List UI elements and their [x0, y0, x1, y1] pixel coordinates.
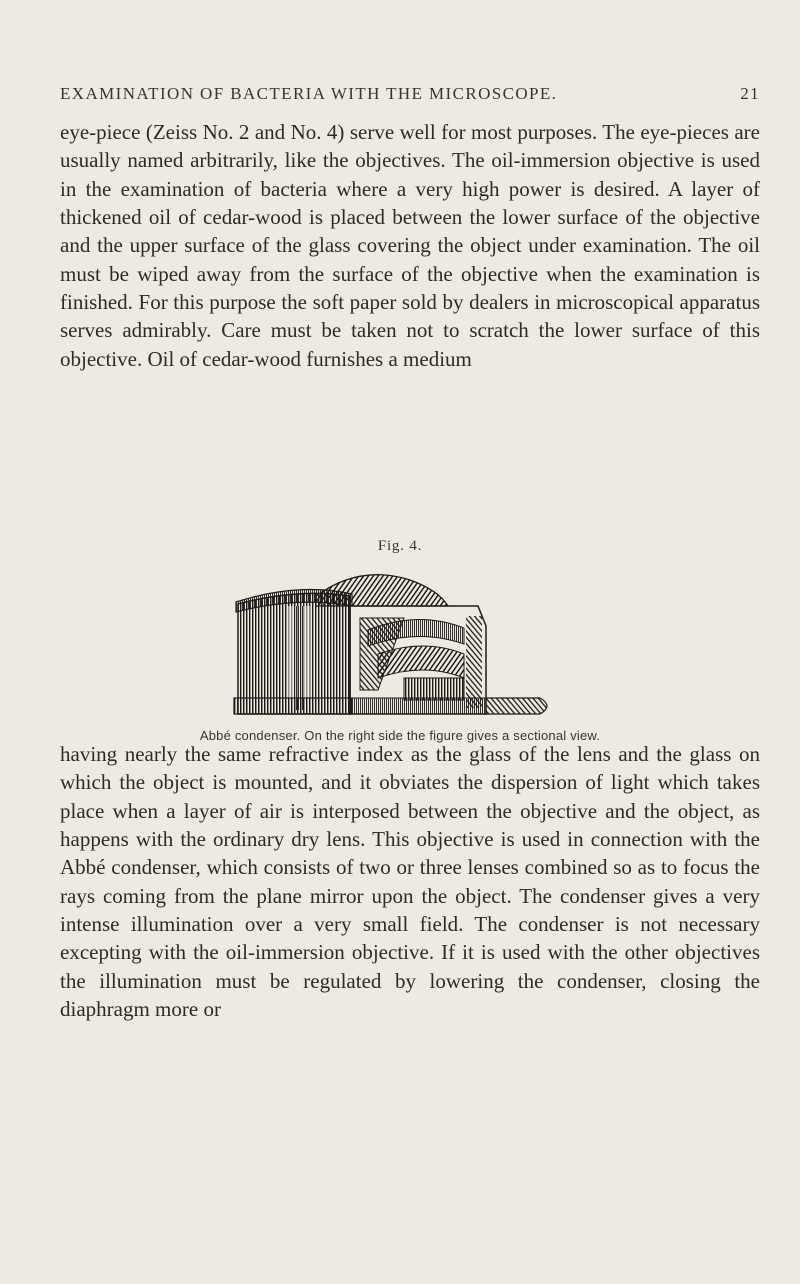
- figure-label: Fig. 4.: [377, 538, 423, 554]
- condenser-engraving: [228, 566, 572, 724]
- paragraph-bottom: having nearly the same refractive index as the glass of the lens and the glass on which the object is mounted, and it obviates the dispersion of light which takes place when a layer of air is interposed between the objective and the object, as happens with the ordinary dry lens. This objective is used in connection with the Abbé condenser, which consists of two or three lenses combined so as to focus the rays coming from the plane mirror upon the object. The condenser gives a very intense illumination over a very small field. The condenser is not necessary excepting with the oil-immersion objective. If it is used with the other objectives the illumination must be regulated by lowering the condenser, closing the diaphragm more or: [60, 742, 760, 1022]
- figure-caption: Abbé condenser. On the right side the figure gives a sectional view.: [199, 728, 601, 743]
- running-header: [60, 84, 760, 108]
- running-title: EXAMINATION OF BACTERIA WITH THE MICROSCOPE.: [60, 84, 558, 103]
- abbe-condenser-illustration: [228, 566, 572, 724]
- page-number: 21: [740, 84, 760, 103]
- paragraph-top: eye-piece (Zeiss No. 2 and No. 4) serve well for most purposes. The eye-pieces are usually named arbitrarily, like the objectives. The oil-immersion objective is used in the examination of bacteria where a very high power is desired. A layer of thickened oil of cedar-wood is placed between the lower surface of the objective and the upper surface of the glass covering the object under examination. The oil must be wiped away from the surface of the objective when the examination is finished. For this purpose the soft paper sold by dealers in microscopical apparatus serves admirably. Care must be taken not to scratch the lower surface of this objective. Oil of cedar-wood furnishes a medium: [60, 120, 760, 371]
